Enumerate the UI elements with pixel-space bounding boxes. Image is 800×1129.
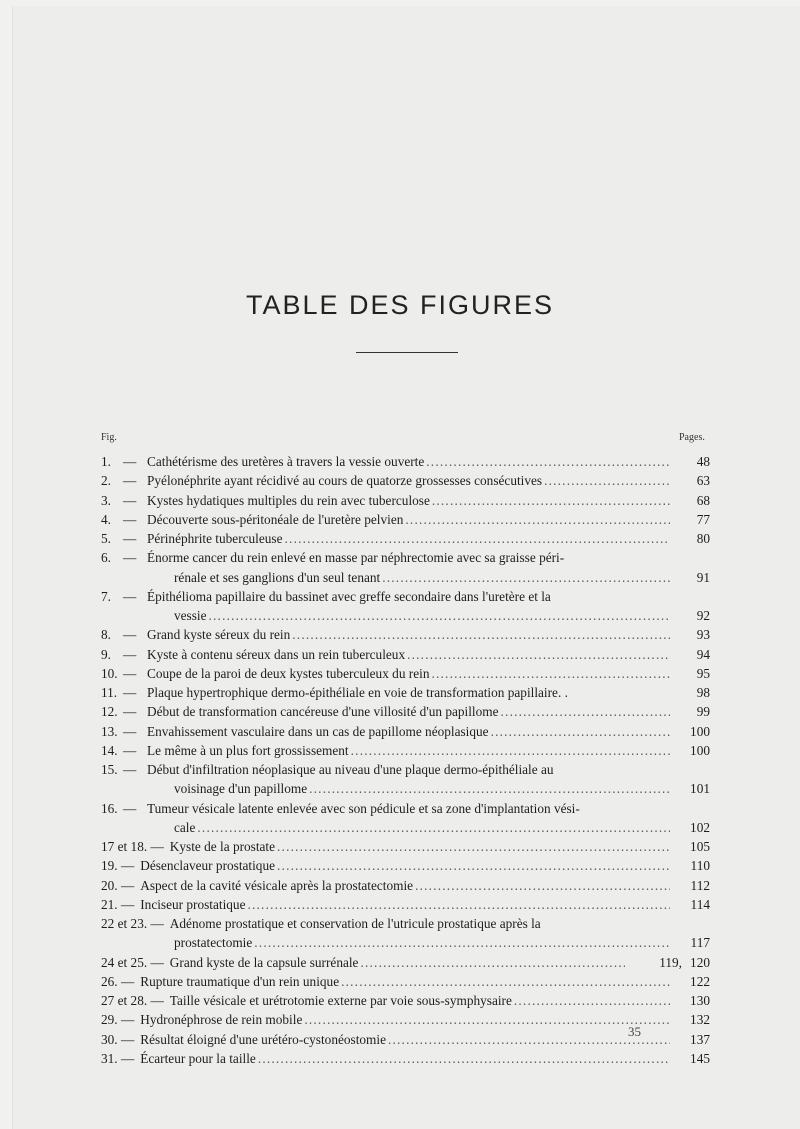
page-ref: 95 (696, 665, 710, 681)
figure-caption: cale (174, 819, 196, 835)
entry-line (0, 933, 800, 952)
entry-dash: — (123, 742, 137, 758)
entry-dash: — (123, 646, 137, 662)
page-ref: 80 (696, 531, 710, 546)
page-ref: 68 (696, 492, 710, 508)
entry-line (0, 914, 800, 933)
leader-line (101, 972, 670, 991)
page-number: 35 (628, 1024, 641, 1039)
leader-line (174, 568, 670, 587)
page-ref: 105 (690, 839, 710, 854)
entry-dash: — (123, 723, 137, 739)
figure-number: 19. — (101, 858, 135, 874)
dot-leader (207, 606, 671, 625)
figure-number: 10. (101, 665, 118, 681)
entry-dash: — (123, 762, 137, 777)
figure-entry (0, 895, 800, 914)
page-ref: 94 (696, 646, 710, 662)
dot-leader (195, 818, 670, 837)
entry-text-holder (101, 876, 670, 895)
entry-text-holder (147, 587, 670, 606)
leader-line (147, 471, 670, 490)
figure-number: 20. — (101, 877, 135, 893)
entry-text-holder (101, 1010, 670, 1029)
figure-caption: Grand kyste séreux du rein (147, 627, 291, 643)
figure-caption: Grand kyste de la capsule surrénale (169, 954, 359, 970)
figure-number: 4. (101, 511, 111, 527)
figure-caption: Taille vésicale et urétrotomie externe par voie sous-symphysaire (169, 993, 512, 1008)
figure-number: 7. (101, 588, 111, 604)
figure-number: 13. (101, 723, 118, 739)
entry-text-holder (147, 702, 670, 721)
figure-number: 29. — (101, 1012, 135, 1028)
leader-line (101, 1010, 670, 1029)
leader-line (101, 1030, 670, 1049)
figure-caption: voisinage d'un papillome (174, 781, 308, 797)
page-ref: 100 (690, 742, 710, 758)
figure-caption: prostatectomie (174, 935, 253, 951)
figure-entry (0, 991, 800, 1010)
figure-number: 1. (101, 454, 111, 469)
figure-entry (0, 1010, 800, 1029)
entry-text-holder (147, 548, 670, 567)
entry-text-holder (147, 452, 670, 471)
leader-line (147, 741, 670, 760)
entry-line (0, 991, 800, 1010)
entry-text-holder (174, 606, 670, 625)
figure-entry (0, 664, 800, 683)
leader-line (147, 645, 670, 664)
figure-caption: Aspect de la cavité vésicale après la prostatectomie (140, 877, 414, 893)
leader-line (101, 876, 670, 895)
page-ref: 137 (690, 1031, 710, 1047)
page-ref: 102 (690, 819, 710, 835)
entry-text-holder (174, 818, 670, 837)
leader-line (101, 856, 670, 875)
entry-line (0, 1030, 800, 1049)
entry-text-holder (147, 664, 670, 683)
entry-line (0, 606, 800, 625)
page-ref: 91 (696, 569, 710, 585)
entry-line (0, 702, 800, 721)
entry-text-holder (101, 972, 670, 991)
figure-entry (0, 1030, 800, 1049)
dot-leader (256, 1049, 670, 1068)
leader-line (101, 1049, 670, 1068)
page-ref: 112 (690, 877, 710, 893)
page-ref: 114 (690, 896, 710, 912)
entry-text-holder (147, 510, 670, 529)
entry-text-holder (101, 953, 625, 972)
leader-line (174, 606, 670, 625)
figure-entry (0, 837, 800, 856)
page-ref: 110 (690, 858, 710, 874)
leader-line (174, 933, 670, 952)
entry-line (0, 664, 800, 683)
entry-dash: — (123, 704, 137, 720)
entry-line (0, 529, 800, 548)
dot-leader (405, 645, 670, 664)
entry-text-holder (147, 645, 670, 664)
leader-line (101, 953, 625, 972)
leader-line (147, 664, 670, 683)
figure-entry (0, 914, 800, 953)
page-ref: 63 (696, 473, 710, 489)
entry-text-holder (101, 895, 670, 914)
figure-entry (0, 548, 800, 587)
entry-dash: — (123, 665, 137, 681)
figure-entry (0, 702, 800, 721)
figure-entry (0, 510, 800, 529)
entry-text-holder (101, 837, 670, 856)
figure-caption: Cathétérisme des uretères à travers la vessie ouverte (147, 454, 425, 469)
entry-line (0, 972, 800, 991)
figure-caption: Épithélioma papillaire du bassinet avec greffe secondaire dans l'uretère et la (147, 588, 551, 604)
figure-caption: Début d'infiltration néoplasique au niveau d'une plaque dermo-épithéliale au (147, 762, 554, 777)
figure-caption: Hydronéphrose de rein mobile (140, 1012, 303, 1028)
figure-number: 16. (101, 800, 118, 816)
entry-line (0, 491, 800, 510)
entry-text-holder (174, 933, 670, 952)
figure-number: 15. (101, 762, 118, 777)
entry-text-holder (147, 760, 670, 779)
figure-caption: Pyélonéphrite ayant récidivé au cours de quatorze grossesses consécutives (147, 473, 543, 489)
dot-leader (283, 529, 670, 548)
dot-leader (499, 702, 670, 721)
page-ref: 120 (690, 954, 710, 970)
entry-dash: — (123, 454, 137, 469)
figure-entry (0, 452, 800, 471)
entry-line (0, 510, 800, 529)
entry-text-holder (147, 625, 670, 644)
entry-dash: — (123, 800, 137, 816)
figure-entry (0, 587, 800, 626)
dot-leader (380, 568, 670, 587)
figure-entry (0, 1049, 800, 1068)
entry-line (0, 548, 800, 567)
figure-entry (0, 529, 800, 548)
dot-leader (403, 510, 670, 529)
figure-number: 9. (101, 646, 111, 662)
dot-leader (339, 972, 670, 991)
leader-line (147, 702, 670, 721)
dot-leader (307, 779, 670, 798)
leader-line (101, 991, 670, 1010)
entry-text-holder (147, 471, 670, 490)
entry-line (0, 799, 800, 818)
figure-caption: Énorme cancer du rein enlevé en masse par néphrectomie avec sa graisse péri- (147, 550, 565, 566)
page-title: TABLE DES FIGURES (245, 290, 555, 321)
entry-text-holder (174, 779, 670, 798)
entry-line (0, 876, 800, 895)
leader-line (101, 895, 670, 914)
dot-leader (429, 664, 670, 683)
figure-caption: Désenclaveur prostatique (140, 858, 276, 874)
figure-caption: Le même à un plus fort grossissement (147, 742, 349, 758)
entry-text-holder (101, 914, 670, 933)
entry-text-holder (147, 683, 670, 702)
dot-leader (349, 741, 670, 760)
fig-column-header: Fig. (101, 432, 117, 443)
figure-caption: Plaque hypertrophique dermo-épithéliale en voie de transformation papillaire. . (147, 685, 568, 700)
figure-entry (0, 491, 800, 510)
leader-line (147, 625, 670, 644)
entry-line (0, 471, 800, 490)
dot-leader (358, 953, 625, 972)
figure-caption: Découverte sous-péritonéale de l'uretère pelvien (147, 511, 404, 527)
figure-number: 27 et 28. — (101, 993, 164, 1008)
entry-line (0, 779, 800, 798)
figure-number: 30. — (101, 1031, 135, 1047)
leader-line (174, 779, 670, 798)
dot-leader (275, 856, 670, 875)
figure-caption: Début de transformation cancéreuse d'une villosité d'un papillome (147, 704, 499, 720)
page-ref: 132 (690, 1012, 710, 1028)
page-ref: 117 (690, 935, 710, 951)
page-ref: 77 (696, 511, 710, 527)
figure-caption: Tumeur vésicale latente enlevée avec son pédicule et sa zone d'implantation vési- (147, 800, 580, 816)
entry-text-holder (101, 1049, 670, 1068)
entry-line (0, 1010, 800, 1029)
figure-caption: Kyste de la prostate (169, 839, 276, 854)
entry-line (0, 683, 800, 702)
figure-number: 17 et 18. — (101, 839, 164, 854)
entry-line (0, 818, 800, 837)
figure-entry (0, 760, 800, 799)
leader-line (101, 914, 670, 933)
figure-number: 2. (101, 473, 111, 489)
pages-column-header: Pages. (679, 432, 705, 443)
figure-caption: Périnéphrite tuberculeuse (147, 531, 283, 546)
page-ref: 98 (696, 685, 710, 700)
entry-line (0, 587, 800, 606)
figure-caption: Envahissement vasculaire dans un cas de papillome néoplasique (147, 723, 489, 739)
figure-number: 6. (101, 550, 111, 566)
dot-leader (430, 491, 670, 510)
leader-line (174, 818, 670, 837)
entry-dash: — (123, 511, 137, 527)
entry-dash: — (123, 685, 137, 700)
figure-number: 21. — (101, 896, 135, 912)
entry-line (0, 760, 800, 779)
page-ref: 130 (690, 993, 710, 1008)
figure-number: 22 et 23. — (101, 916, 164, 931)
figure-entry (0, 625, 800, 644)
entry-line (0, 722, 800, 741)
figure-number: 24 et 25. — (101, 954, 164, 970)
page-ref: 101 (690, 781, 710, 797)
figure-caption: Écarteur pour la taille (140, 1050, 256, 1066)
entry-dash: — (123, 531, 137, 546)
entry-text-holder (147, 491, 670, 510)
dot-leader (512, 991, 670, 1010)
figure-number: 14. (101, 742, 118, 758)
figure-entry (0, 953, 800, 972)
entry-dash: — (123, 550, 137, 566)
entry-text-holder (101, 856, 670, 875)
figure-caption: Inciseur prostatique (140, 896, 246, 912)
entry-text-holder (101, 991, 670, 1010)
page-ref: 145 (690, 1050, 710, 1066)
entry-text-holder (147, 529, 670, 548)
figure-entry (0, 856, 800, 875)
entry-line (0, 856, 800, 875)
figure-caption: Adénome prostatique et conservation de l'utricule prostatique après la (169, 916, 541, 931)
page-ref: 100 (690, 723, 710, 739)
entry-line (0, 1049, 800, 1068)
entry-text-holder (147, 722, 670, 741)
entry-line (0, 953, 800, 972)
dot-leader (424, 452, 670, 471)
dot-leader (290, 625, 670, 644)
leader-line (147, 510, 670, 529)
figure-number: 8. (101, 627, 111, 643)
figure-caption: Rupture traumatique d'un rein unique (140, 973, 340, 989)
entry-line (0, 625, 800, 644)
figure-caption: rénale et ses ganglions d'un seul tenant (174, 569, 381, 585)
figure-number: 26. — (101, 973, 135, 989)
figure-entry (0, 645, 800, 664)
entry-dash: — (123, 588, 137, 604)
page-ref: 93 (696, 627, 710, 643)
entry-line (0, 895, 800, 914)
leader-line (101, 837, 670, 856)
figure-entry (0, 683, 800, 702)
figure-list (0, 452, 800, 1068)
entry-line (0, 741, 800, 760)
figure-entry (0, 972, 800, 991)
figure-caption: Kyste à contenu séreux dans un rein tuberculeux (147, 646, 406, 662)
dot-leader (413, 876, 670, 895)
page-ref-secondary: 119, (659, 954, 682, 970)
entry-line (0, 837, 800, 856)
dot-leader (489, 722, 670, 741)
dot-leader (275, 837, 670, 856)
page-ref: 99 (696, 704, 710, 720)
leader-line (147, 491, 670, 510)
entry-text-holder (174, 568, 670, 587)
figure-entry (0, 876, 800, 895)
figure-caption: Coupe de la paroi de deux kystes tuberculeux du rein (147, 665, 430, 681)
entry-text-holder (147, 799, 670, 818)
figure-number: 31. — (101, 1050, 135, 1066)
entry-dash: — (123, 627, 137, 643)
figure-caption: Kystes hydatiques multiples du rein avec tuberculose (147, 492, 430, 508)
page-ref: 122 (690, 973, 710, 989)
figure-entry (0, 722, 800, 741)
figure-caption: Résultat éloigné d'une urétéro-cystonéostomie (140, 1031, 386, 1047)
figure-number: 5. (101, 531, 111, 546)
page-ref: 92 (696, 608, 710, 623)
figure-entry (0, 799, 800, 838)
figure-number: 12. (101, 704, 118, 720)
leader-line (147, 529, 670, 548)
entry-line (0, 568, 800, 587)
figure-caption: vessie (174, 608, 207, 623)
page-ref: 48 (696, 454, 710, 469)
entry-line (0, 645, 800, 664)
dot-leader (302, 1010, 670, 1029)
title-rule (356, 352, 458, 353)
leader-line (147, 722, 670, 741)
figure-entry (0, 471, 800, 490)
entry-text-holder (147, 741, 670, 760)
figure-number: 11. (101, 685, 118, 700)
entry-text-holder (101, 1030, 670, 1049)
dot-leader (245, 895, 670, 914)
figure-entry (0, 741, 800, 760)
entry-dash: — (123, 473, 137, 489)
entry-line (0, 452, 800, 471)
figure-number: 3. (101, 492, 111, 508)
entry-dash: — (123, 492, 137, 508)
leader-line (147, 452, 670, 471)
dot-leader (252, 933, 670, 952)
dot-leader (542, 471, 670, 490)
